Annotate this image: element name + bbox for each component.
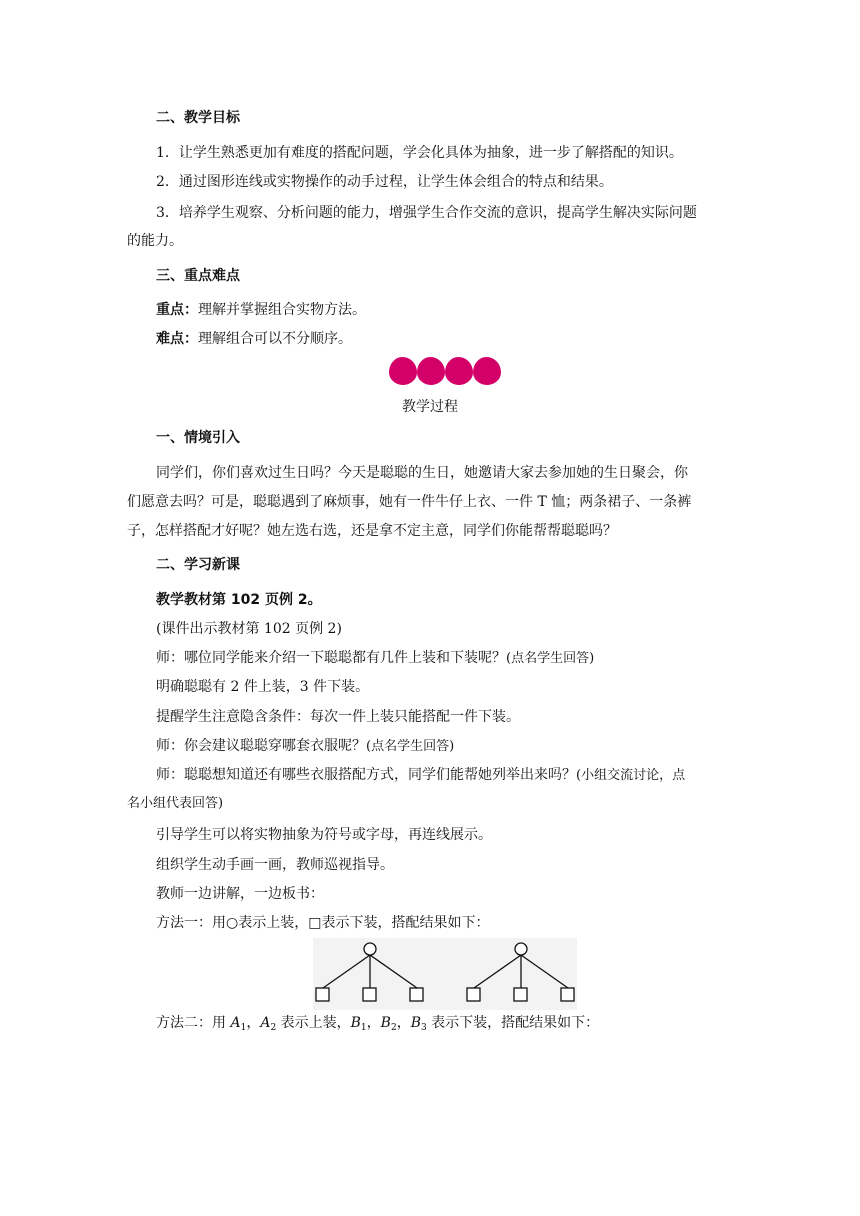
- lesson-line-10: 组织学生动手画一画，教师巡视指导。: [156, 857, 394, 873]
- lesson-line-6-note: (点名学生回答): [366, 739, 455, 754]
- intro-p3: 子，怎样搭配才好呢？她左选右选，还是拿不定主意，同学们你能帮帮聪聪吗？: [127, 523, 617, 539]
- diagram-background: [313, 938, 577, 1010]
- method-2: [156, 1013, 599, 1038]
- method-2-mid: 表示上装，: [276, 1015, 351, 1031]
- sub-b2: 2: [390, 1023, 397, 1033]
- blob-icon: [473, 357, 501, 385]
- blob-icon: [389, 357, 417, 385]
- goal-item-3: 3．培养学生观察、分析问题的能力，增强学生合作交流的意识，提高学生解决实际问题: [156, 205, 697, 221]
- lesson-line-5: 提醒学生注意隐含条件：每次一件上装只能搭配一件下装。: [156, 709, 520, 725]
- lesson-line-6-text: 师：你会建议聪聪穿哪套衣服呢？: [156, 738, 366, 754]
- blob-icon: [417, 357, 445, 385]
- lesson-line-2: (课件出示教材第 102 页例 2): [156, 621, 342, 637]
- var-b1: B: [350, 1015, 361, 1031]
- comma: ，: [396, 1015, 411, 1031]
- sub-b3: 3: [420, 1023, 427, 1033]
- lesson-line-4: 明确聪聪有 2 件上装，3 件下装。: [156, 679, 370, 695]
- lesson-line-11: 教师一边讲解，一边板书：: [156, 886, 324, 902]
- method-2-suffix: 表示下装，搭配结果如下：: [426, 1015, 600, 1031]
- keypoints-heading: 三、重点难点: [156, 268, 240, 284]
- newlesson-heading: 二、学习新课: [156, 557, 240, 573]
- var-a1: A: [230, 1015, 241, 1031]
- difficult-text: 理解组合可以不分顺序。: [198, 331, 352, 347]
- var-b3: B: [410, 1015, 421, 1031]
- goals-heading: 二、教学目标: [156, 110, 240, 126]
- difficult-point: [156, 329, 352, 349]
- bottom-square-icon: [316, 988, 329, 1001]
- comma: ，: [246, 1015, 261, 1031]
- key-label: 重点：: [156, 302, 198, 318]
- intro-p1: 同学们，你们喜欢过生日吗？今天是聪聪的生日，她邀请大家去参加她的生日聚会，你: [156, 465, 688, 481]
- var-a2: A: [260, 1015, 271, 1031]
- top-circle-icon: [515, 943, 527, 955]
- intro-p2: 们愿意去吗？可是，聪聪遇到了麻烦事，她有一件牛仔上衣、一件 T 恤；两条裙子、一条裤: [127, 494, 692, 510]
- lesson-line-8: 名小组代表回答): [127, 796, 224, 811]
- lesson-line-9: 引导学生可以将实物抽象为符号或字母，再连线展示。: [156, 827, 492, 843]
- lesson-line-3-text: 师：哪位同学能来介绍一下聪聪都有几件上装和下装呢？: [156, 650, 506, 666]
- goal-item-2: 2．通过图形连线或实物操作的动手过程，让学生体会组合的特点和结果。: [156, 174, 613, 190]
- lesson-line-3: [156, 648, 594, 669]
- difficult-label: 难点：: [156, 331, 198, 347]
- blob-icon: [445, 357, 473, 385]
- lesson-line-1: 教学教材第 102 页例 2。: [156, 592, 322, 608]
- lesson-line-7-text: 师：聪聪想知道还有哪些衣服搭配方式，同学们能帮她列举出来吗？: [156, 767, 576, 783]
- var-b2: B: [380, 1015, 391, 1031]
- bottom-square-icon: [561, 988, 574, 1001]
- sub-a2: 2: [270, 1023, 277, 1033]
- lesson-line-7: [156, 765, 685, 786]
- bottom-square-icon: [467, 988, 480, 1001]
- decorative-blobs: [389, 357, 503, 387]
- sub-a1: 1: [240, 1023, 247, 1033]
- lesson-line-3-note: (点名学生回答): [506, 651, 595, 666]
- top-circle-icon: [364, 943, 376, 955]
- process-title: 教学过程: [402, 399, 458, 415]
- bottom-square-icon: [363, 988, 376, 1001]
- method-1: 方法一：用○表示上装，□表示下装，搭配结果如下：: [156, 915, 490, 931]
- method-1-diagram: [313, 938, 577, 1010]
- sub-b1: 1: [360, 1023, 367, 1033]
- comma: ，: [366, 1015, 381, 1031]
- lesson-line-7-note: (小组交流讨论，点: [576, 768, 686, 783]
- goal-item-3-cont: 的能力。: [127, 233, 183, 249]
- lesson-line-6: [156, 736, 454, 757]
- bottom-square-icon: [514, 988, 527, 1001]
- goal-item-1: 1．让学生熟悉更加有难度的搭配问题，学会化具体为抽象，进一步了解搭配的知识。: [156, 145, 683, 161]
- intro-heading: 一、情境引入: [156, 430, 240, 446]
- key-text: 理解并掌握组合实物方法。: [198, 302, 366, 318]
- key-point: [156, 300, 366, 320]
- method-2-prefix: 方法二：用: [156, 1015, 231, 1031]
- bottom-square-icon: [410, 988, 423, 1001]
